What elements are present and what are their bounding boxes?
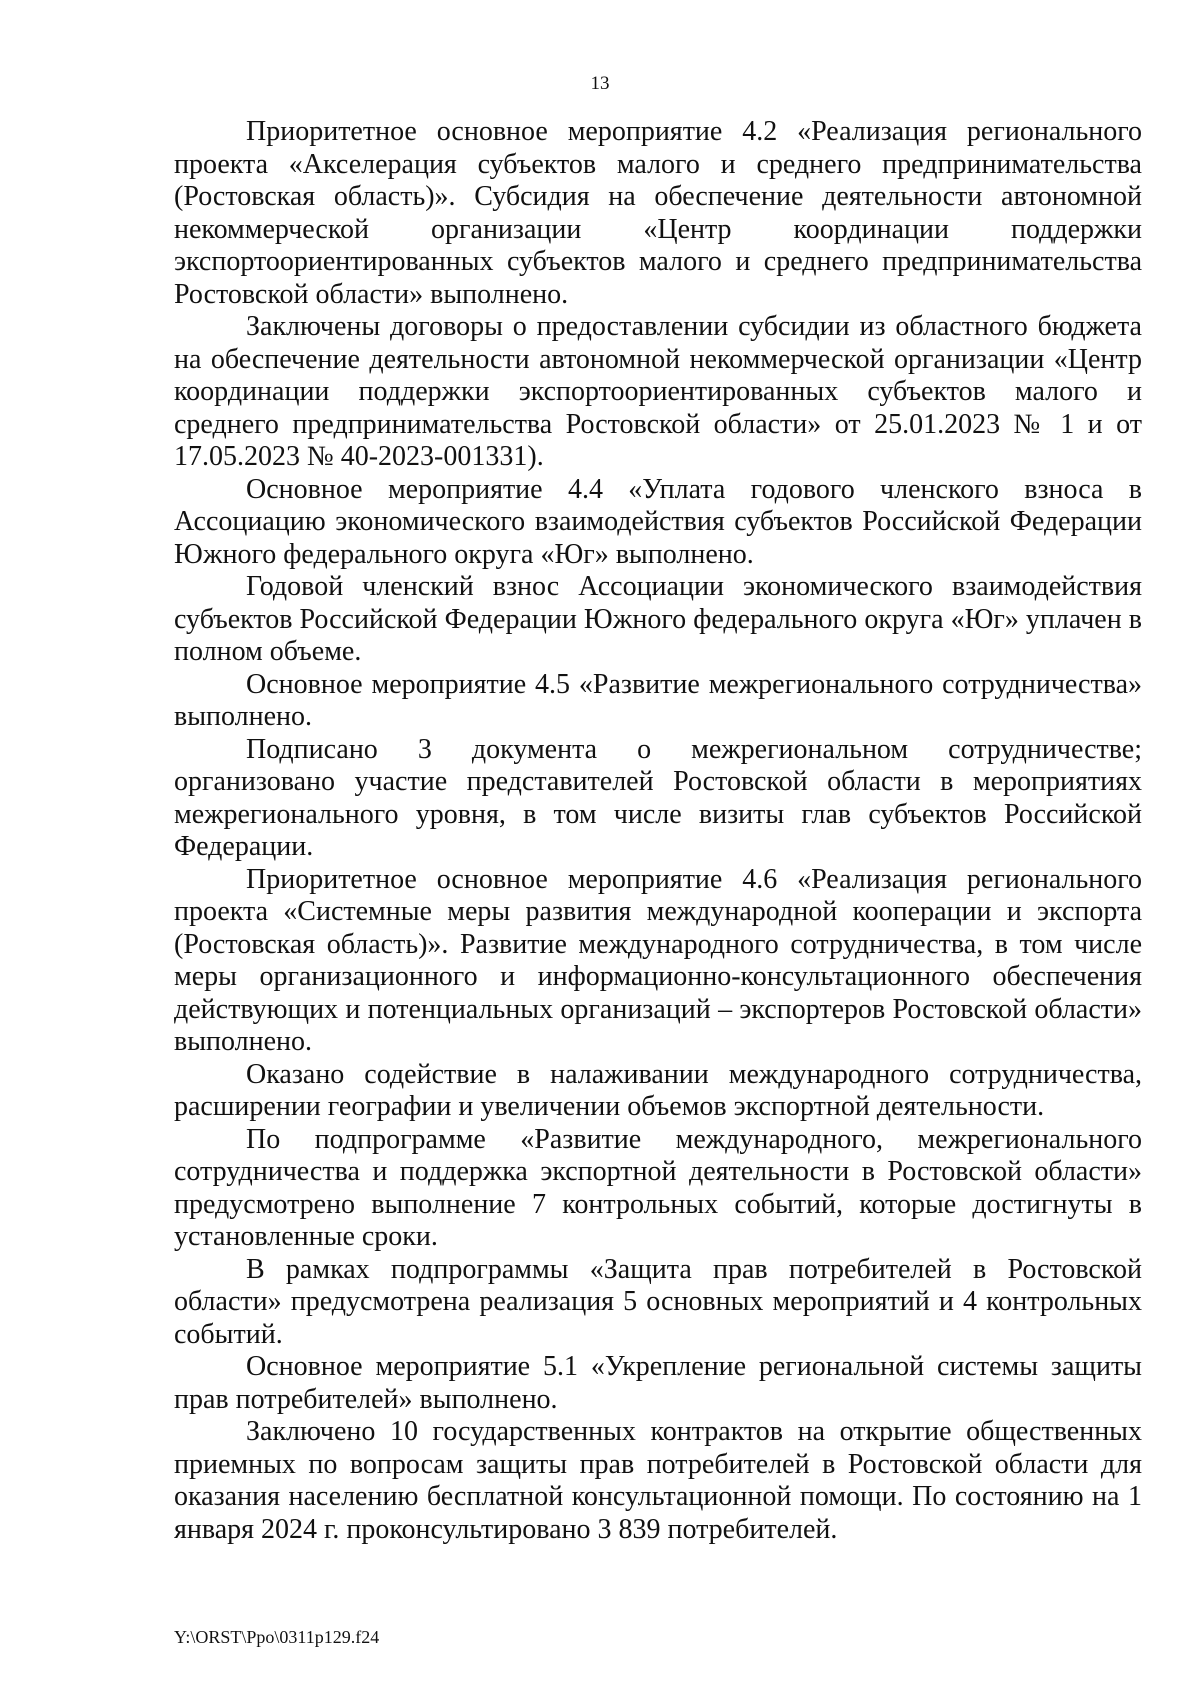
- paragraph: Приоритетное основное мероприятие 4.2 «Реализация регионального проекта «Акселерация субъектов малого и среднего предпринимательства (Ростовская область)». Субсидия на обеспечение деятельности автономной некоммерческой организации «Центр координации поддержки экспортоориентированных субъектов малого и среднего предпринимательства Ростовской области» выполнено.: [174, 116, 1142, 310]
- paragraph: В рамках подпрограммы «Защита прав потребителей в Ростовской области» предусмотрена реализация 5 основных мероприятий и 4 контрольных событий.: [174, 1253, 1142, 1350]
- paragraph: Основное мероприятие 5.1 «Укрепление региональной системы защиты прав потребителей» выполнено.: [174, 1351, 1142, 1415]
- footer-file-path: Y:\ORST\Ppo\0311p129.f24: [174, 1627, 380, 1647]
- paragraph: Подписано 3 документа о межрегиональном сотрудничестве; организовано участие представителей Ростовской области в мероприятиях межрегионального уровня, в том числе визиты глав субъектов Российской Федерации.: [174, 733, 1142, 862]
- paragraph: Оказано содействие в налаживании международного сотрудничества, расширении географии и увеличении объемов экспортной деятельности.: [174, 1058, 1142, 1122]
- paragraph: Годовой членский взнос Ассоциации экономического взаимодействия субъектов Российской Федерации Южного федерального округа «Юг» уплачен в полном объеме.: [174, 571, 1142, 667]
- document-body: [174, 116, 1142, 1546]
- page-number: 13: [590, 73, 610, 94]
- paragraph: По подпрограмме «Развитие международного, межрегионального сотрудничества и поддержка экспортной деятельности в Ростовской области» предусмотрено выполнение 7 контрольных событий, которые достигнуты в установленные сроки.: [174, 1123, 1142, 1252]
- paragraph: Приоритетное основное мероприятие 4.6 «Реализация регионального проекта «Системные меры развития международной кооперации и экспорта (Ростовская область)». Развитие международного сотрудничества, в том числе меры организационного и информационно-консультационного обеспечения действующих и потенциальных организаций – экспортеров Ростовской области» выполнено.: [174, 863, 1142, 1057]
- paragraph: Заключено 10 государственных контрактов на открытие общественных приемных по вопросам защиты прав потребителей в Ростовской области для оказания населению бесплатной консультационной помощи. По состоянию на 1 января 2024 г. проконсультировано 3 839 потребителей.: [174, 1416, 1142, 1545]
- paragraph: Заключены договоры о предоставлении субсидии из областного бюджета на обеспечение деятельности автономной некоммерческой организации «Центр координации поддержки экспортоориентированных субъектов малого и среднего предпринимательства Ростовской области» от 25.01.2023 № 1 и от 17.05.2023 № 40-2023-001331).: [174, 311, 1142, 472]
- paragraph: Основное мероприятие 4.5 «Развитие межрегионального сотрудничества» выполнено.: [174, 668, 1142, 732]
- paragraph: Основное мероприятие 4.4 «Уплата годового членского взноса в Ассоциацию экономического взаимодействия субъектов Российской Федерации Южного федерального округа «Юг» выполнено.: [174, 473, 1142, 570]
